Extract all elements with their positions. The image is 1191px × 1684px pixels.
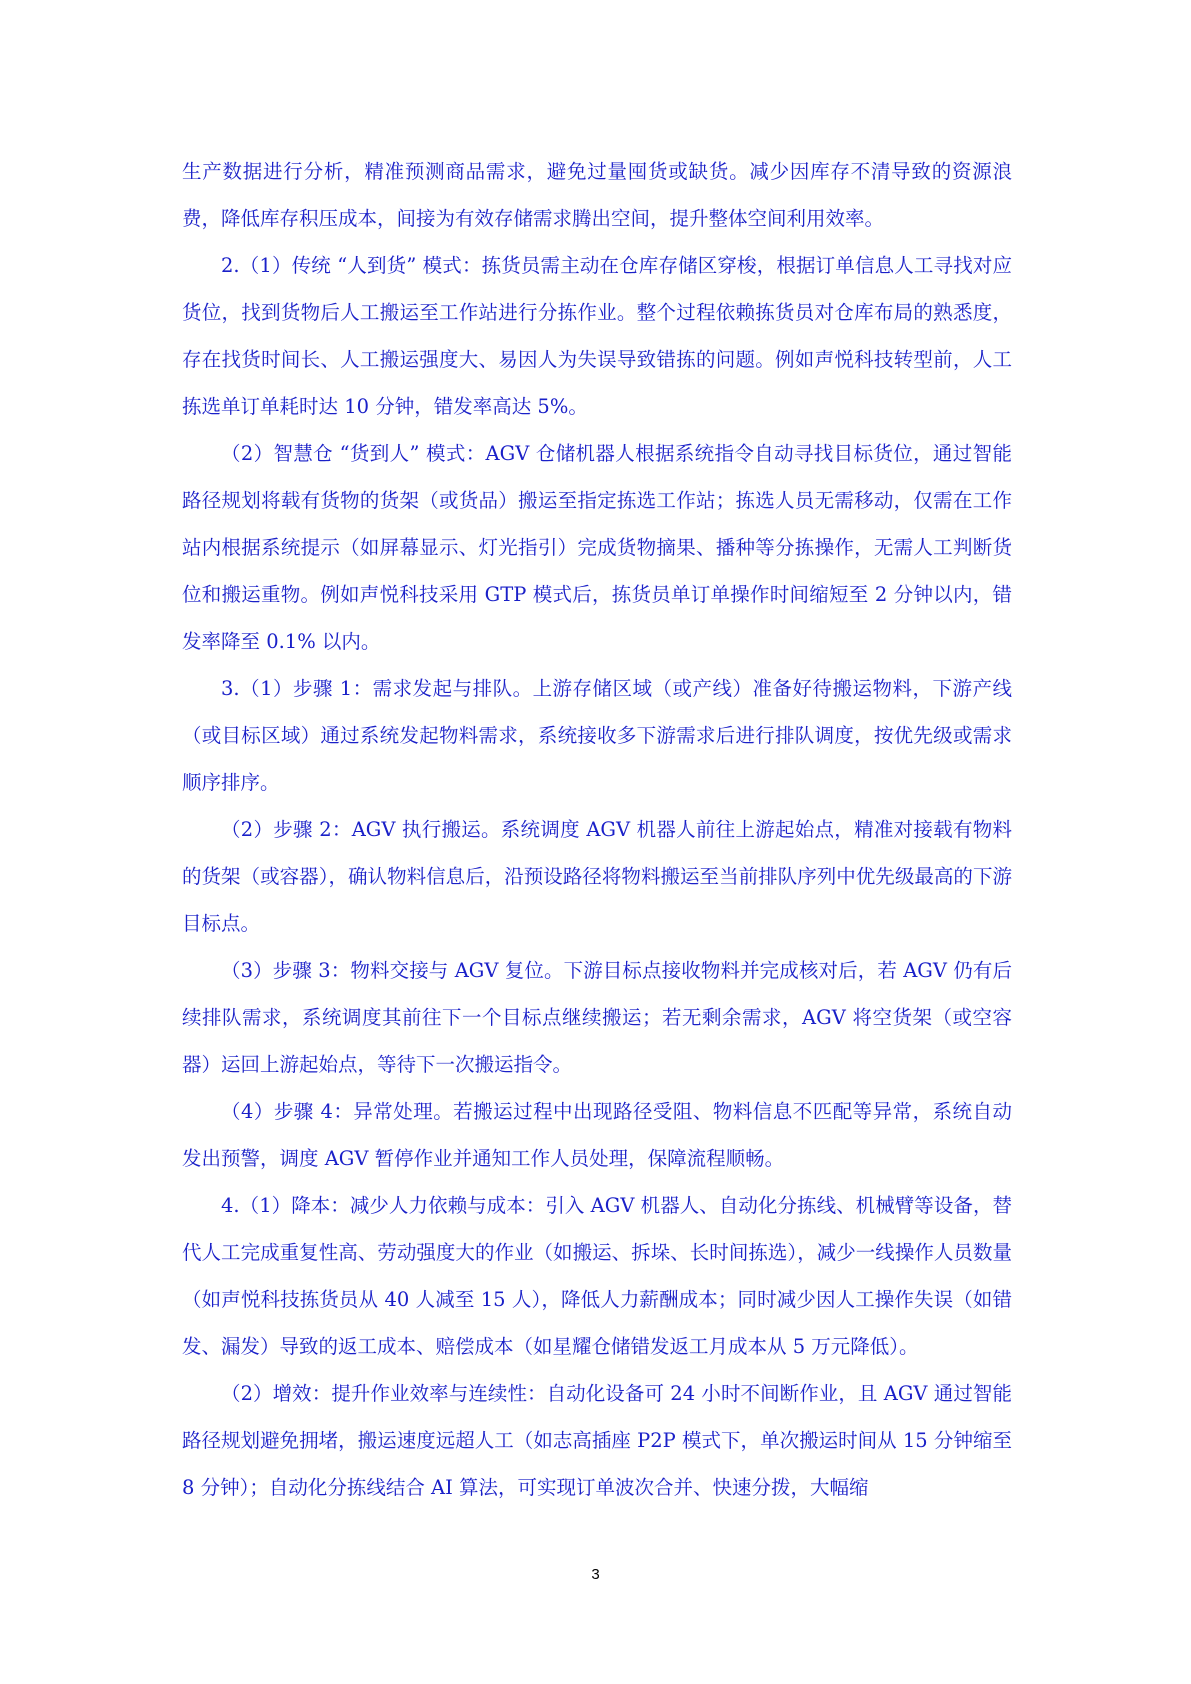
- paragraph-3-4: （4）步骤 4：异常处理。若搬运过程中出现路径受阻、物料信息不匹配等异常，系统自动发出预警，调度 AGV 暂停作业并通知工作人员处理，保障流程顺畅。: [182, 1100, 1012, 1170]
- page-body: [182, 148, 1012, 1511]
- paragraph-continued: 生产数据进行分析，精准预测商品需求，避免过量囤货或缺货。减少因库存不清导致的资源浪费，降低库存积压成本，间接为有效存储需求腾出空间，提升整体空间利用效率。: [182, 160, 1012, 230]
- paragraph-4-1: 4.（1）降本：减少人力依赖与成本：引入 AGV 机器人、自动化分拣线、机械臂等设备，替代人工完成重复性高、劳动强度大的作业（如搬运、拆垛、长时间拣选），减少一线操作人员数量（如声悦科技拣货员从 40 人减至 15 人），降低人力薪酬成本；同时减少因人工操作失误（如错发、漏发）导致的返工成本、赔偿成本（如星耀仓储错发返工月成本从 5 万元降低）。: [182, 1194, 1012, 1358]
- paragraph-3-1: 3.（1）步骤 1：需求发起与排队。上游存储区域（或产线）准备好待搬运物料，下游产线（或目标区域）通过系统发起物料需求，系统接收多下游需求后进行排队调度，按优先级或需求顺序排序。: [182, 677, 1012, 794]
- paragraph-3-3: （3）步骤 3：物料交接与 AGV 复位。下游目标点接收物料并完成核对后，若 AGV 仍有后续排队需求，系统调度其前往下一个目标点继续搬运；若无剩余需求，AGV 将空货架（或空容器）运回上游起始点，等待下一次搬运指令。: [182, 959, 1012, 1076]
- paragraph-3-2: （2）步骤 2：AGV 执行搬运。系统调度 AGV 机器人前往上游起始点，精准对接载有物料的货架（或容器），确认物料信息后，沿预设路径将物料搬运至当前排队序列中优先级最高的下游目标点。: [182, 818, 1012, 935]
- paragraph-4-2: （2）增效：提升作业效率与连续性：自动化设备可 24 小时不间断作业，且 AGV 通过智能路径规划避免拥堵，搬运速度远超人工（如志高插座 P2P 模式下，单次搬运时间从 15 分钟缩至 8 分钟）；自动化分拣线结合 AI 算法，可实现订单波次合并、快速分拨，大幅缩: [182, 1382, 1012, 1499]
- paragraph-2-2: （2）智慧仓 “货到人” 模式：AGV 仓储机器人根据系统指令自动寻找目标货位，通过智能路径规划将载有货物的货架（或货品）搬运至指定拣选工作站；拣选人员无需移动，仅需在工作站内根据系统提示（如屏幕显示、灯光指引）完成货物摘果、播种等分拣操作，无需人工判断货位和搬运重物。例如声悦科技采用 GTP 模式后，拣货员单订单操作时间缩短至 2 分钟以内，错发率降至 0.1% 以内。: [182, 442, 1012, 653]
- page-number: 3: [591, 1566, 600, 1583]
- paragraph-2-1: 2.（1）传统 “人到货” 模式：拣货员需主动在仓库存储区穿梭，根据订单信息人工寻找对应货位，找到货物后人工搬运至工作站进行分拣作业。整个过程依赖拣货员对仓库布局的熟悉度，存在找货时间长、人工搬运强度大、易因人为失误导致错拣的问题。例如声悦科技转型前，人工拣选单订单耗时达 10 分钟，错发率高达 5%。: [182, 254, 1012, 418]
